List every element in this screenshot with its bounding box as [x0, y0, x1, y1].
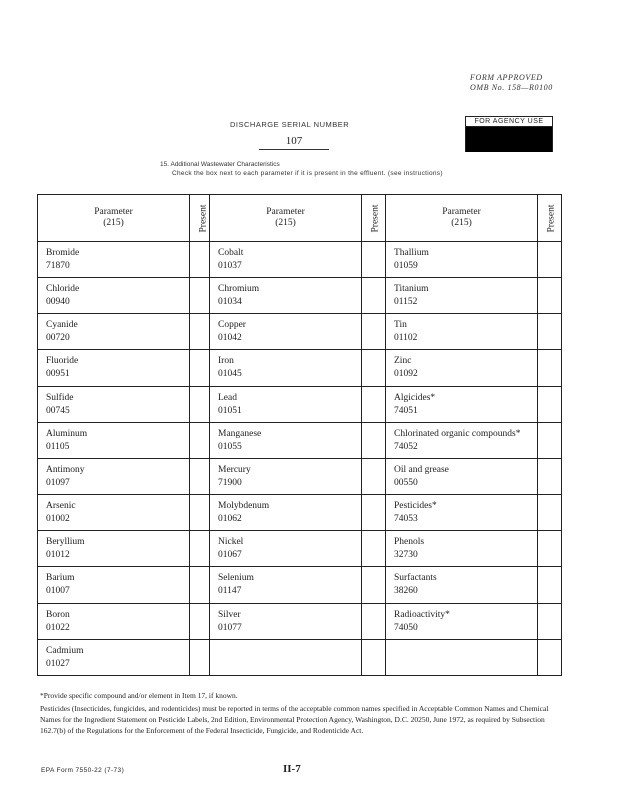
- parameter-cell: [38, 639, 190, 675]
- table-row: [38, 603, 562, 639]
- parameter-name: Lead: [218, 392, 237, 403]
- present-checkbox[interactable]: [362, 639, 386, 675]
- present-checkbox[interactable]: [538, 639, 562, 675]
- parameter-name: Cyanide: [46, 320, 78, 331]
- present-checkbox[interactable]: [538, 531, 562, 567]
- parameter-name: Chloride: [46, 284, 80, 295]
- param-header: Parameter (215): [38, 195, 190, 242]
- parameter-cell: [210, 639, 362, 675]
- parameter-code: 01147: [218, 586, 242, 597]
- form-approved-block: [470, 73, 553, 93]
- parameter-code: 00940: [46, 297, 70, 308]
- present-checkbox[interactable]: [362, 603, 386, 639]
- present-checkbox[interactable]: [362, 314, 386, 350]
- parameter-cell: [38, 458, 190, 494]
- parameter-cell: [386, 603, 538, 639]
- present-header: Present: [538, 195, 562, 242]
- parameter-code: 01059: [394, 261, 418, 271]
- present-checkbox[interactable]: [362, 242, 386, 278]
- parameter-cell: [210, 567, 362, 603]
- parameter-name: Sulfide: [46, 392, 74, 403]
- parameter-code: 71870: [46, 261, 70, 271]
- parameter-code: 71900: [218, 477, 242, 488]
- parameter-name: Titanium: [394, 284, 429, 295]
- present-checkbox[interactable]: [362, 458, 386, 494]
- present-checkbox[interactable]: [190, 350, 210, 386]
- parameter-name: Algicides*: [394, 392, 436, 403]
- parameter-name: Zinc: [394, 356, 412, 367]
- parameter-code: 01097: [46, 477, 70, 488]
- pesticide-note: Pesticides (Insecticides, fungicides, and rodenticides) must be reported in terms of the acceptable common names specified in Acceptable Common Names and Chemical Names for the Ingredient Statement on Pesticide Labels, 2nd Edition, Environmental Protection Agency, Washington, D.C. 20250, June 1972, as required by Subsection 162.7(b) of the Regulations for the Enforcement of the Federal Insecticide, Fungicide, and Rodenticide Act.: [40, 704, 549, 735]
- parameter-name: Selenium: [218, 573, 254, 584]
- parameter-name: [210, 640, 361, 645]
- parameter-cell: [386, 422, 538, 458]
- parameter-code: 01152: [394, 297, 418, 308]
- parameter-cell: [210, 458, 362, 494]
- parameter-code: 74050: [394, 622, 418, 633]
- present-checkbox[interactable]: [362, 386, 386, 422]
- parameter-code: 01092: [394, 369, 418, 380]
- table-row: [38, 422, 562, 458]
- table-row: [38, 386, 562, 422]
- parameter-cell: [386, 386, 538, 422]
- agency-use-redacted: [466, 127, 552, 152]
- parameter-name: [386, 640, 537, 645]
- serial-number-label: DISCHARGE SERIAL NUMBER: [230, 120, 350, 129]
- parameter-code: 01007: [46, 586, 70, 597]
- form-approved-text: FORM APPROVED: [470, 73, 543, 82]
- parameter-name: Tin: [394, 320, 407, 331]
- parameter-cell: [210, 531, 362, 567]
- parameter-name: Silver: [218, 609, 241, 620]
- parameter-name: Manganese: [218, 428, 262, 439]
- present-checkbox[interactable]: [538, 603, 562, 639]
- serial-number-value: 107: [259, 135, 329, 150]
- present-checkbox[interactable]: [538, 422, 562, 458]
- parameter-cell: [386, 278, 538, 314]
- present-checkbox[interactable]: [538, 458, 562, 494]
- parameter-name: Molybdenum: [218, 501, 270, 512]
- form-number: EPA Form 7550-22 (7-73): [41, 767, 125, 774]
- parameter-code: 00745: [46, 405, 70, 416]
- present-checkbox[interactable]: [538, 495, 562, 531]
- item-15-instruction: Check the box next to each parameter if it is present in the effluent. (see instructions): [172, 170, 443, 177]
- parameter-cell: [386, 495, 538, 531]
- parameter-name: Oil and grease: [394, 464, 449, 475]
- present-checkbox[interactable]: [190, 422, 210, 458]
- footnote: *Provide specific compound and/or element in Item 17, if known.: [40, 691, 238, 700]
- parameter-name: Iron: [218, 356, 234, 367]
- present-checkbox[interactable]: [362, 278, 386, 314]
- parameter-table: [37, 194, 562, 676]
- table-row: [38, 278, 562, 314]
- parameter-cell: [38, 567, 190, 603]
- parameter-code: 00720: [46, 333, 70, 344]
- omb-number: OMB No. 158—R0100: [470, 83, 553, 92]
- param-header: Parameter (215): [386, 195, 538, 242]
- parameter-cell: [210, 314, 362, 350]
- parameter-code: 01102: [394, 333, 418, 344]
- present-header: Present: [362, 195, 386, 242]
- parameter-name: Mercury: [218, 464, 251, 475]
- parameter-name: Chlorinated organic compounds*: [394, 428, 521, 439]
- parameter-code: 01037: [218, 261, 242, 271]
- present-checkbox[interactable]: [538, 350, 562, 386]
- parameter-cell: [386, 567, 538, 603]
- parameter-code: 01034: [218, 297, 242, 308]
- parameter-name: Chromium: [218, 284, 260, 295]
- present-header: Present: [190, 195, 210, 242]
- table-row: [38, 531, 562, 567]
- parameter-cell: [38, 278, 190, 314]
- parameter-name: Boron: [46, 609, 70, 620]
- parameter-cell: [38, 314, 190, 350]
- parameter-cell: [386, 314, 538, 350]
- parameter-cell: [38, 386, 190, 422]
- parameter-code: 01042: [218, 333, 242, 344]
- parameter-name: Thallium: [394, 248, 429, 258]
- page-number: II-7: [283, 763, 301, 775]
- table-row: [38, 458, 562, 494]
- parameter-cell: [210, 350, 362, 386]
- present-checkbox[interactable]: [362, 422, 386, 458]
- present-checkbox[interactable]: [190, 603, 210, 639]
- table-row: [38, 350, 562, 386]
- parameter-cell: [38, 603, 190, 639]
- present-checkbox[interactable]: [190, 458, 210, 494]
- present-checkbox[interactable]: [538, 567, 562, 603]
- present-checkbox[interactable]: [190, 314, 210, 350]
- parameter-name: Beryllium: [46, 537, 85, 548]
- present-checkbox[interactable]: [190, 278, 210, 314]
- parameter-cell: [210, 495, 362, 531]
- parameter-name: Aluminum: [46, 428, 88, 439]
- parameter-name: Barium: [46, 573, 75, 584]
- item-15-heading: [160, 160, 443, 178]
- parameter-cell: [210, 422, 362, 458]
- param-header: Parameter (215): [210, 195, 362, 242]
- table-row: [38, 314, 562, 350]
- parameter-cell: [210, 386, 362, 422]
- parameter-name: Fluoride: [46, 356, 79, 367]
- present-checkbox[interactable]: [538, 386, 562, 422]
- parameter-cell: [38, 422, 190, 458]
- parameter-cell: [38, 495, 190, 531]
- parameter-code: 01051: [218, 405, 242, 416]
- parameter-cell: [386, 350, 538, 386]
- parameter-cell: [386, 639, 538, 675]
- present-checkbox[interactable]: [190, 386, 210, 422]
- agency-use-label: FOR AGENCY USE: [466, 117, 552, 127]
- parameter-code: 32730: [394, 550, 418, 561]
- parameter-code: 01022: [46, 622, 70, 633]
- table-row: [38, 639, 562, 675]
- present-checkbox[interactable]: [190, 531, 210, 567]
- parameter-cell: [210, 242, 362, 278]
- parameter-code: 74051: [394, 405, 418, 416]
- parameter-code: 01067: [218, 550, 242, 561]
- parameter-code: 01027: [46, 658, 70, 669]
- parameter-code: 01002: [46, 514, 70, 525]
- parameter-cell: [210, 603, 362, 639]
- parameter-cell: [386, 242, 538, 278]
- present-checkbox[interactable]: [362, 350, 386, 386]
- parameter-cell: [386, 458, 538, 494]
- parameter-name: Pesticides*: [394, 501, 437, 512]
- present-checkbox[interactable]: [362, 567, 386, 603]
- present-checkbox[interactable]: [190, 639, 210, 675]
- present-checkbox[interactable]: [538, 242, 562, 278]
- parameter-code: 01062: [218, 514, 242, 525]
- parameter-name: Antimony: [46, 464, 85, 475]
- present-checkbox[interactable]: [538, 314, 562, 350]
- parameter-code: 00550: [394, 477, 418, 488]
- parameter-cell: [38, 350, 190, 386]
- parameter-name: Nickel: [218, 537, 244, 548]
- present-checkbox[interactable]: [538, 278, 562, 314]
- parameter-cell: [38, 531, 190, 567]
- parameter-code: 38260: [394, 586, 418, 597]
- parameter-cell: [210, 278, 362, 314]
- parameter-name: Cobalt: [218, 248, 244, 258]
- agency-use-box: [465, 116, 553, 152]
- parameter-name: Phenols: [394, 537, 425, 548]
- present-checkbox[interactable]: [362, 531, 386, 567]
- table-header-row: [38, 195, 562, 242]
- present-checkbox[interactable]: [190, 567, 210, 603]
- parameter-cell: [38, 242, 190, 278]
- parameter-name: Arsenic: [46, 501, 76, 512]
- table-row: [38, 567, 562, 603]
- table-row: [38, 495, 562, 531]
- table-body: [38, 242, 562, 676]
- parameter-code: 01045: [218, 369, 242, 380]
- parameter-code: 01105: [46, 441, 70, 452]
- parameter-code: 01012: [46, 550, 70, 561]
- parameter-name: Cadmium: [46, 645, 84, 656]
- parameter-code: 01077: [218, 622, 242, 633]
- parameter-code: 00951: [46, 369, 70, 380]
- present-checkbox[interactable]: [362, 495, 386, 531]
- present-checkbox[interactable]: [190, 242, 210, 278]
- parameter-code: 74053: [394, 514, 418, 525]
- parameter-code: 01055: [218, 441, 242, 452]
- parameter-name: Copper: [218, 320, 246, 331]
- parameter-name: Bromide: [46, 248, 80, 258]
- parameter-cell: [386, 531, 538, 567]
- parameter-name: Surfactants: [394, 573, 437, 584]
- item-15-title: 15. Additional Wastewater Characteristics: [160, 161, 280, 168]
- parameter-name: Radioactivity*: [394, 609, 450, 620]
- parameter-code: 74052: [394, 441, 418, 452]
- present-checkbox[interactable]: [190, 495, 210, 531]
- table-row: [38, 242, 562, 278]
